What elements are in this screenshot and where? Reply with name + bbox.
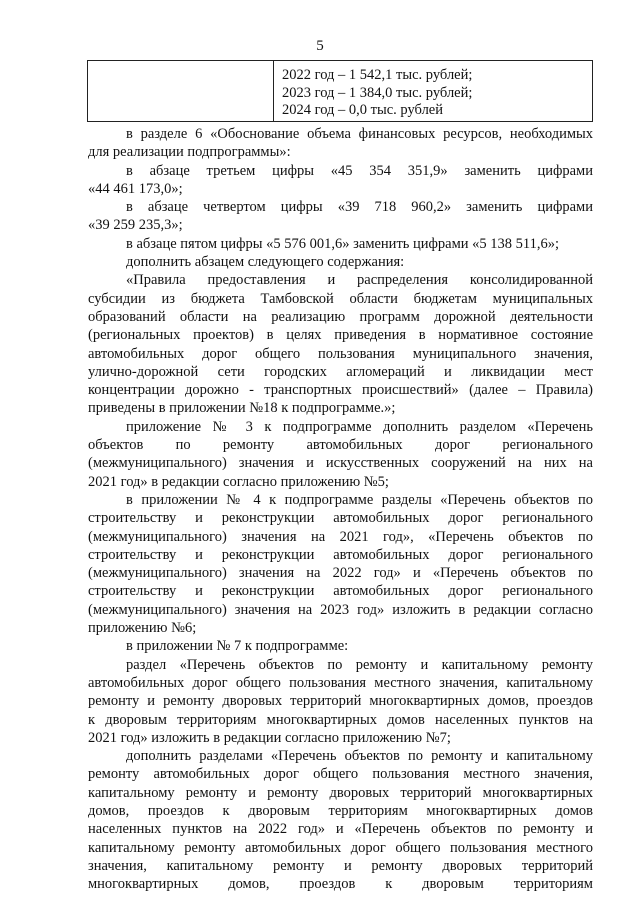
text-line: приведены в приложении №18 к подпрограмме.»; bbox=[88, 400, 396, 417]
funding-table bbox=[87, 60, 593, 122]
text-line: дополнить разделами «Перечень объектов по ремонту и капитальному bbox=[126, 748, 593, 765]
table-amount-line: 2022 год – 1 542,1 тыс. рублей; bbox=[282, 67, 473, 83]
text-line: капитальному ремонту автомобильных дорог общего пользования местного bbox=[88, 839, 593, 856]
text-line: улично-дорожной сети городских агломераций и ликвидации мест bbox=[88, 363, 593, 380]
text-line: 2021 год» в редакции согласно приложению №5; bbox=[88, 473, 389, 490]
text-line: ремонту и ремонту дворовых территорий многоквартирных домов, проездов bbox=[88, 693, 593, 710]
text-line: (межмуниципального) значения на 2023 год» изложить в редакции согласно bbox=[88, 601, 593, 618]
text-line: к дворовым территориям многоквартирных домов населенных пунктов на bbox=[88, 711, 593, 728]
text-line: субсидии из бюджета Тамбовской области бюджетам муниципальных bbox=[88, 290, 593, 307]
text-line: в приложении № 4 к подпрограмме разделы «Перечень объектов по bbox=[126, 491, 593, 508]
text-line: в разделе 6 «Обоснование объема финансовых ресурсов, необходимых bbox=[126, 126, 593, 142]
text-line: приложение № 3 к подпрограмме дополнить разделом «Перечень bbox=[126, 418, 593, 435]
text-line: (региональных проектов) в целях приведения в нормативное состояние bbox=[88, 327, 593, 344]
text-line: автомобильных дорог общего пользования муниципального значения, bbox=[88, 345, 593, 362]
text-line: (межмуниципального) значения на 2022 год» и «Перечень объектов по bbox=[88, 565, 593, 582]
text-line: объектов по ремонту автомобильных дорог регионального bbox=[88, 437, 593, 454]
text-line: образований области на реализацию программ дорожной деятельности bbox=[88, 308, 593, 325]
text-line: «39 259 235,3»; bbox=[88, 217, 183, 234]
text-line: в абзаце четвертом цифры «39 718 960,2» заменить цифрами bbox=[126, 199, 593, 216]
text-line: ремонту автомобильных дорог общего пользования местного значения, bbox=[88, 766, 593, 783]
page-number: 5 bbox=[316, 38, 324, 54]
text-line: 2021 год» изложить в редакции согласно приложению №7; bbox=[88, 729, 451, 746]
text-line: раздел «Перечень объектов по ремонту и капитальному ремонту bbox=[126, 656, 593, 673]
table-cell-empty bbox=[88, 61, 274, 121]
text-line: «Правила предоставления и распределения консолидированной bbox=[126, 272, 593, 289]
text-line: в абзаце пятом цифры «5 576 001,6» заменить цифрами «5 138 511,6»; bbox=[126, 235, 560, 252]
text-line: строительству и реконструкции автомобильных дорог регионального bbox=[88, 510, 593, 527]
text-line: «44 461 173,0»; bbox=[88, 180, 183, 197]
text-line: дополнить абзацем следующего содержания: bbox=[126, 254, 405, 271]
text-line: в приложении № 7 к подпрограмме: bbox=[126, 638, 349, 655]
text-line: автомобильных дорог общего пользования местного значения, капитальному bbox=[88, 674, 593, 691]
text-line: капитальному ремонту и ремонту дворовых территорий многоквартирных bbox=[88, 784, 593, 801]
table-amount-line: 2023 год – 1 384,0 тыс. рублей; bbox=[282, 84, 473, 101]
table-amount-line: 2024 год – 0,0 тыс. рублей bbox=[282, 102, 444, 118]
text-line: концентрации дорожно - транспортных происшествий» (далее – Правила) bbox=[88, 382, 593, 399]
text-line: (межмуниципального) значения и искусственных сооружений на них на bbox=[88, 455, 593, 472]
text-line: (межмуниципального) значения на 2021 год», «Перечень объектов по bbox=[88, 528, 593, 545]
text-line: значения, капитальному ремонту и ремонту дворовых территорий bbox=[88, 857, 593, 874]
table-cell-amounts bbox=[274, 61, 592, 121]
text-line: приложению №6; bbox=[88, 620, 197, 637]
document-body bbox=[88, 125, 593, 893]
text-line: домов, проездов к дворовым территориям многоквартирных домов bbox=[88, 802, 593, 819]
text-line: в абзаце третьем цифры «45 354 351,9» заменить цифрами bbox=[126, 162, 593, 179]
text-line: для реализации подпрограммы»: bbox=[88, 144, 291, 161]
text-line: строительству и реконструкции автомобильных дорог регионального bbox=[88, 583, 593, 600]
text-line: населенных пунктов на 2022 год» и «Перечень объектов по ремонту и bbox=[88, 821, 593, 838]
text-line: многоквартирных домов, проездов к дворовым территориям bbox=[88, 876, 593, 893]
text-line: строительству и реконструкции автомобильных дорог регионального bbox=[88, 546, 593, 563]
